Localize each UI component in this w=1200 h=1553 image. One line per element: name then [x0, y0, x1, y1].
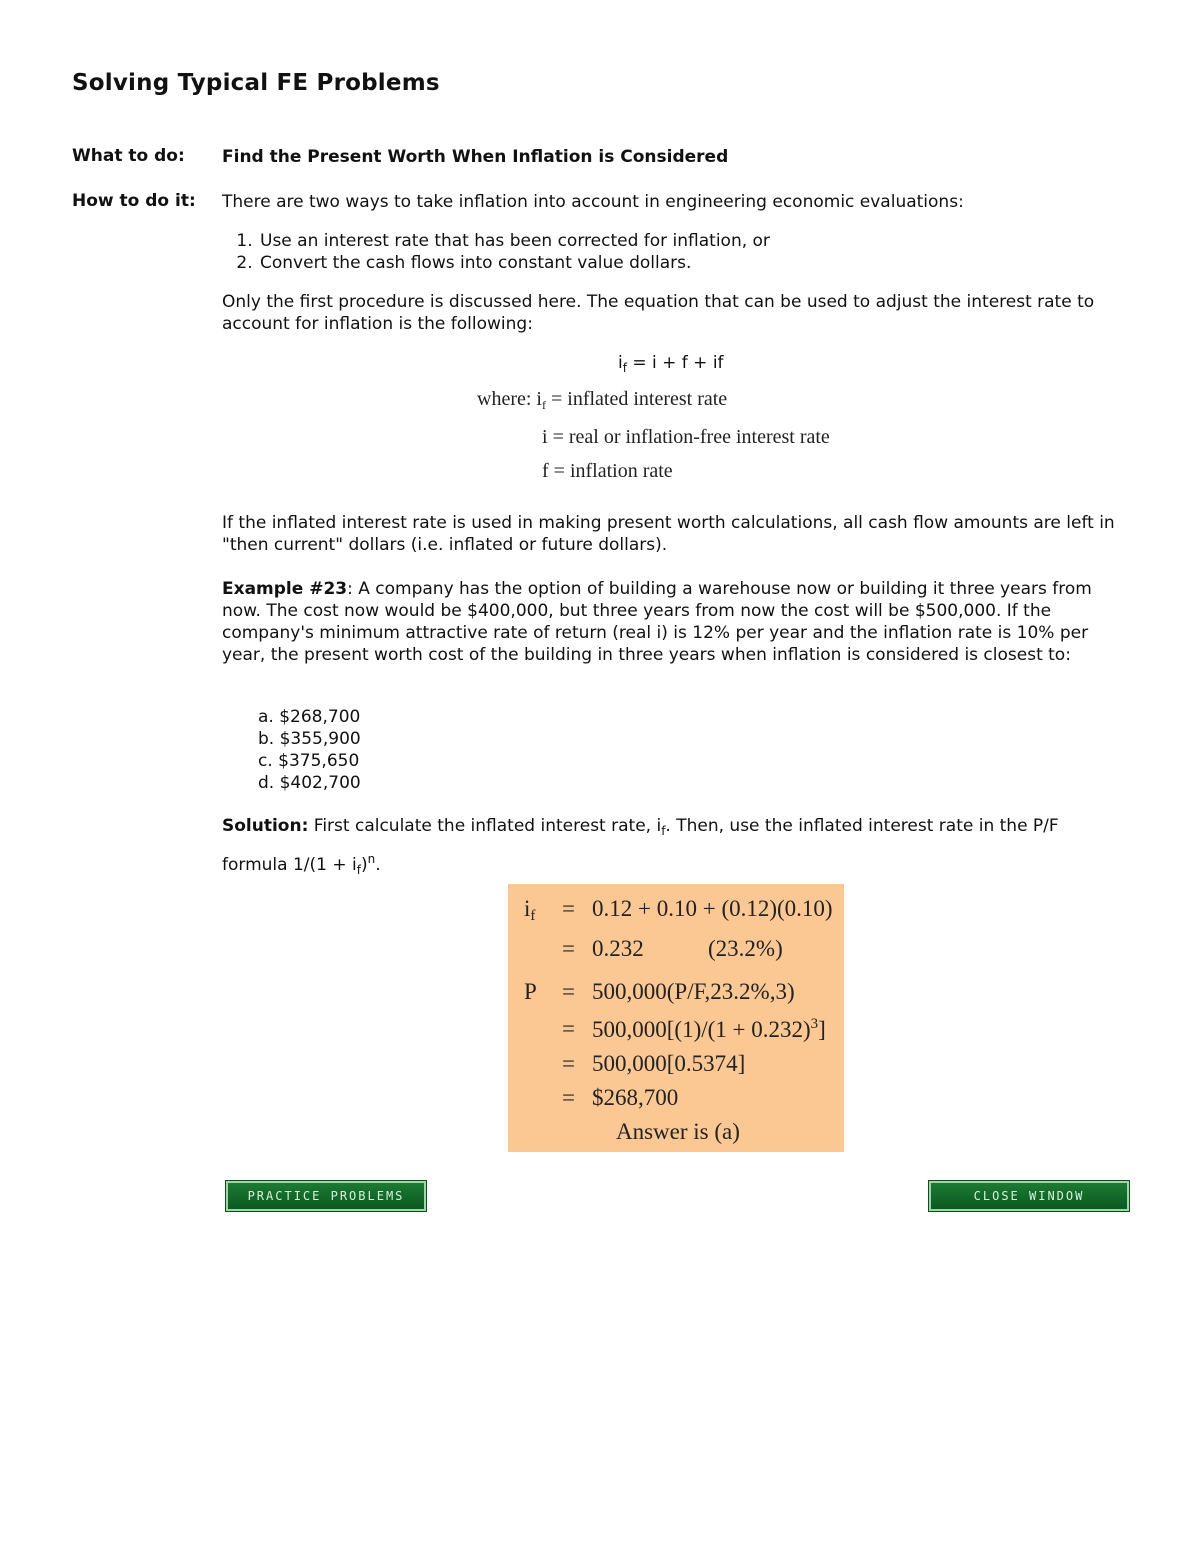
intro-text: There are two ways to take inflation into account in engineering economic evaluations: [222, 192, 964, 212]
calc-line-2: 0.232 [592, 936, 644, 961]
practice-problems-button[interactable]: PRACTICE PROBLEMS [226, 1181, 426, 1211]
where-word: where: [477, 388, 532, 410]
procedure-text: Only the first procedure is discussed here. The equation that can be used to adjust the interest rate to account for inflation is the following: [222, 292, 1095, 334]
example-text: : A company has the option of building a warehouse now or building it three years from now. The cost now would be $400,000, but three years from now the cost will be $500,000. If the company's minimum attractive rate of return (real i) is 12% per year and the inflation rate is 10% per year, the present worth cost of the building in three years when inflation is considered is closest to: [222, 579, 1092, 665]
calc-line-4b: ] [818, 1017, 826, 1042]
calc-p-symbol: P [524, 979, 537, 1004]
if-symbol: i [536, 388, 542, 410]
eq-i: i [618, 353, 623, 373]
calc-if-sub: f [530, 908, 536, 924]
option-item: b. $355,900 [258, 729, 361, 749]
solution-text-3: ) [360, 855, 368, 875]
f-definition: = inflation rate [553, 460, 673, 482]
calc-line-6: $268,700 [592, 1085, 679, 1110]
calc-eq: = [562, 1016, 575, 1041]
steps-list [200, 230, 1100, 274]
what-label: What to do: [72, 146, 185, 166]
if-definition: = inflated interest rate [550, 388, 728, 410]
solution-label: Solution: [222, 816, 309, 836]
calc-line-4-sup: 3 [810, 1016, 819, 1032]
calc-eq: = [562, 936, 575, 961]
option-item: d. $402,700 [258, 773, 361, 793]
calc-line-5: 500,000[0.5374] [592, 1051, 746, 1076]
solution-text-4: . [375, 855, 381, 875]
inflated-text: If the inflated interest rate is used in making present worth calculations, all cash flow amounts are left in "then current" dollars (i.e. inflated or future dollars). [222, 513, 1115, 555]
solution-text-1: First calculate the inflated interest rate, i [308, 816, 662, 836]
eq-rhs: = i + f + if [632, 353, 724, 373]
solution-text-2: . Then, use the inflated interest rate in the P/F formula 1/(1 + i [222, 816, 1059, 875]
option-item: c. $375,650 [258, 751, 360, 771]
how-label: How to do it: [72, 191, 196, 211]
calc-line-2b: (23.2%) [708, 936, 783, 961]
solution-paragraph [222, 812, 1122, 884]
calc-line-3: 500,000(P/F,23.2%,3) [592, 979, 795, 1004]
step-item: 1. Use an interest rate that has been corrected for inflation, or [258, 230, 1100, 252]
solution-calculation-box [508, 884, 844, 1152]
option-item: a. $268,700 [258, 707, 361, 727]
if-symbol-sub: f [541, 398, 546, 412]
solution-f-sub: f [661, 824, 666, 838]
i-definition: = real or inflation-free interest rate [552, 426, 830, 448]
where-definitions [470, 380, 890, 498]
inflation-equation [618, 352, 818, 379]
calc-if-symbol: i [524, 896, 531, 921]
close-window-button[interactable]: CLOSE WINDOW [929, 1181, 1129, 1211]
example-label: Example #23 [222, 579, 348, 599]
calc-eq: = [562, 896, 575, 921]
what-text: Find the Present Worth When Inflation is Considered [222, 147, 729, 167]
options-list [222, 706, 1122, 794]
example-paragraph [222, 578, 1122, 666]
calc-line-1: 0.12 + 0.10 + (0.12)(0.10) [592, 896, 833, 921]
solution-f-sub-2: f [356, 863, 361, 877]
i-symbol: i [542, 426, 548, 448]
eq-f-sub: f [622, 361, 627, 375]
calc-line-4a: 500,000[(1)/(1 + 0.232) [592, 1017, 811, 1042]
calc-answer: Answer is (a) [616, 1119, 740, 1144]
calc-eq: = [562, 979, 575, 1004]
calc-eq: = [562, 1051, 575, 1076]
calc-eq: = [562, 1085, 575, 1110]
step-item: 2. Convert the cash flows into constant value dollars. [258, 252, 1100, 274]
f-symbol: f [542, 460, 549, 482]
solution-sup-n: n [367, 852, 376, 866]
page-title: Solving Typical FE Problems [72, 70, 440, 96]
